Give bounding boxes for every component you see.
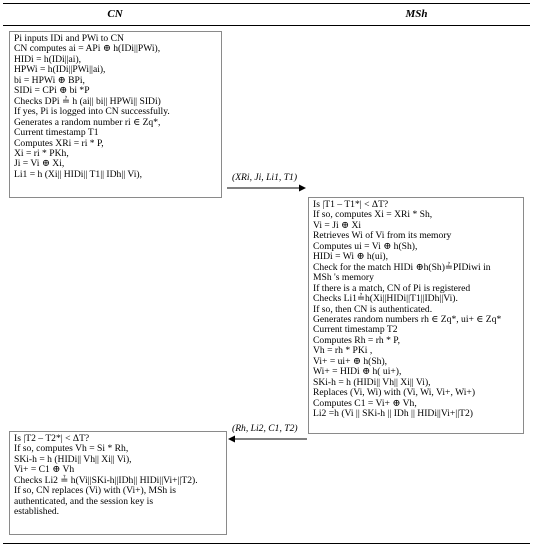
- step-line: Xi = ri * PKh,: [14, 147, 69, 159]
- header-rule: [3, 25, 530, 26]
- step-line: Is |T2 – T2*| < ΔT?: [14, 433, 90, 444]
- step-line: Retrieves Wi of Vi from its memory: [313, 230, 452, 242]
- message-2-label: (Rh, Li2, C1, T2): [232, 423, 298, 434]
- step-line: bi = HPWi ⊕ BPi,: [14, 74, 85, 86]
- bottom-rule: [3, 543, 530, 544]
- message-2-arrow: [227, 434, 307, 444]
- message-1-arrow: [227, 183, 307, 193]
- step-line: Current timestamp T1: [14, 127, 99, 139]
- step-line: Generates random numbers rh ∈ Zq*, ui+ ∈ Zq*: [313, 313, 502, 325]
- step-line: If yes, Pi is logged into CN successfully.: [14, 106, 170, 118]
- step-line: Is |T1 – T1*| < ΔT?: [313, 199, 389, 210]
- step-line: If there is a match, CN of Pi is registered: [313, 282, 471, 294]
- step-line: Computes ui = Vi ⊕ h(Sh),: [313, 240, 418, 252]
- cn-session-box: [9, 431, 227, 535]
- step-line: Checks DPi ≟ h (ai|| bi|| HPWi|| SIDi): [14, 95, 161, 107]
- step-line: HIDi = Wi ⊕ h(ui),: [313, 251, 388, 263]
- step-line: Vh = rh * PKi ,: [313, 345, 373, 357]
- header-msh: [300, 8, 533, 20]
- step-line: Generates a random number ri ∈ Zq*,: [14, 116, 161, 128]
- step-line: Vi+ = C1 ⊕ Vh: [14, 464, 75, 476]
- step-line: Replaces (Vi, Wi) with (Vi, Wi, Vi+, Wi+): [313, 387, 476, 399]
- step-line: Vi+ = ui+ ⊕ h(Sh),: [313, 355, 388, 367]
- step-line: CN computes ai = APi ⊕ h(IDi||PWi),: [14, 43, 161, 55]
- step-line: Vi = Ji ⊕ Xi: [313, 219, 362, 231]
- step-line: Wi+ = HIDi ⊕ h( ui+),: [313, 366, 402, 378]
- step-line: MSh 's memory: [313, 272, 374, 284]
- step-line: If so, computes Xi = XRi * Sh,: [313, 209, 433, 221]
- step-line: If so, CN replaces (Vi) with (Vi+), MSh is: [14, 485, 176, 497]
- header-msh-label: MSh: [405, 8, 428, 20]
- step-line: Checks Li1≟h(Xi||HIDi||T1||IDh||Vi).: [313, 293, 458, 305]
- step-line: Li1 = h (Xi|| HIDi|| T1|| IDh|| Vi),: [14, 168, 143, 180]
- step-line: HPWi = h(IDi||PWi||ai),: [14, 64, 106, 76]
- step-line: SKi-h = h (HIDi|| Vh|| Xi|| Vi),: [14, 453, 132, 465]
- step-line: authenticated, and the session key is: [14, 495, 154, 507]
- step-line: Ji = Vi ⊕ Xi,: [14, 158, 65, 170]
- header-cn: [0, 8, 230, 20]
- header-cn-label: CN: [107, 8, 123, 20]
- step-line: SKi-h = h (HIDi|| Vh|| Xi|| Vi),: [313, 376, 431, 388]
- step-line: If so, computes Vh = Si * Rh,: [14, 443, 129, 455]
- step-line: Check for the match HIDi ⊕h(Sh)≟PIDiwi in: [313, 261, 491, 273]
- step-line: Li2 =h (Vi || SKi-h || IDh || HIDi||Vi+||T2): [313, 408, 473, 420]
- msh-verify-box: [308, 197, 524, 434]
- message-1-label: (XRi, Ji, Li1, T1): [232, 172, 298, 183]
- cn-login-box: [9, 31, 222, 198]
- step-line: Computes XRi = ri * P,: [14, 137, 104, 149]
- step-line: Pi inputs IDi and PWi to CN: [14, 33, 124, 44]
- step-line: SIDi = CPi ⊕ bi *P: [14, 85, 90, 97]
- top-rule: [3, 3, 530, 4]
- step-line: Computes C1 = Vi+ ⊕ Vh,: [313, 397, 417, 409]
- step-line: If so, then CN is authenticated.: [313, 303, 433, 315]
- step-line: established.: [14, 506, 60, 518]
- step-line: HIDi = h(IDi||ai),: [14, 53, 82, 65]
- step-line: Computes Rh = rh * P,: [313, 334, 400, 346]
- step-line: Current timestamp T2: [313, 324, 398, 336]
- step-line: Checks Li2 ≟ h(Vi||SKi-h||IDh|| HIDi||Vi+||T2).: [14, 474, 198, 486]
